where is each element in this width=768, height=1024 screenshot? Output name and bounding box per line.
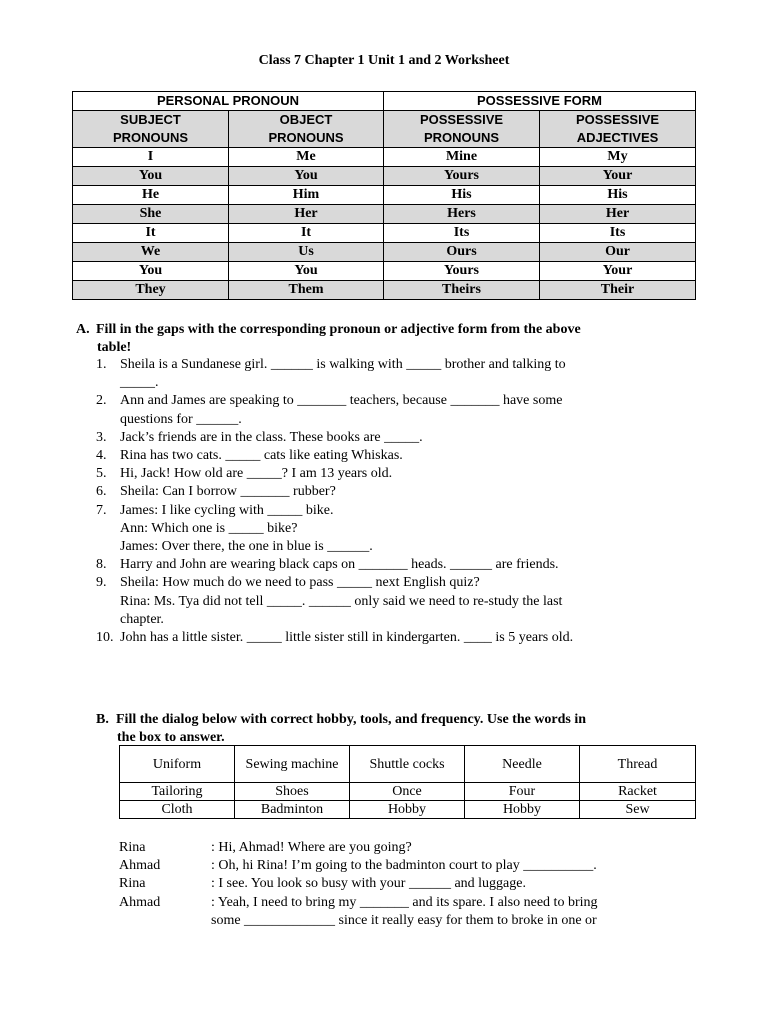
word-box-cell: Racket [580,783,696,801]
question-number: 3. [96,429,107,445]
pronoun-cell: She [73,205,229,224]
dialog-text: : Yeah, I need to bring my _______ and its spare. I also need to bring [211,894,598,910]
section-a-instruction: A. Fill in the gaps with the corresponding pronoun or adjective form from the above table! [76,322,581,355]
question-text: Ann: Which one is _____ bike? [120,520,298,536]
question-number: 5. [96,466,107,482]
word-box-cell: Hobby [465,801,580,819]
dialog-speaker: Rina [119,876,146,892]
dialog-text-block [211,839,699,857]
dialog-text: : Hi, Ahmad! Where are you going? [211,840,412,855]
question-number: 8. [96,557,107,573]
group-header-personal: PERSONAL PRONOUN [73,92,384,111]
question-text: Rina: Ms. Tya did not tell _____. ______ only said we need to re-study the last [120,593,563,609]
word-box-cell: Shuttle cocks [350,746,465,783]
question-item [96,356,696,392]
word-box-row [120,801,696,819]
pronoun-row [73,262,696,281]
question-item [96,465,696,483]
question-text: Ann and James are speaking to _______ teachers, because _______ have some [120,393,563,409]
pronoun-cell: We [73,243,229,262]
word-box-cell: Once [350,783,465,801]
column-header-subject: SUBJECT PRONOUNS [73,111,229,148]
word-box-cell: Four [465,783,580,801]
pronoun-cell: Them [229,281,384,300]
question-text: Hi, Jack! How old are _____? I am 13 years old. [120,466,393,482]
question-number: 7. [96,502,107,518]
pronoun-cell: Their [540,281,696,300]
pronoun-cell: Its [540,224,696,243]
dialog-text: some _____________ since it really easy for them to broke in one or [211,912,597,928]
question-item [96,629,696,647]
dialog-text-block [211,857,699,875]
dialog-line [119,839,699,857]
pronoun-cell: Our [540,243,696,262]
dialog-speaker: Rina [119,840,146,855]
pronoun-cell: Theirs [384,281,540,300]
dialog-text-block [211,894,699,930]
pronoun-cell: Mine [384,148,540,167]
pronoun-row [73,205,696,224]
question-text: _____. [120,375,159,391]
pronoun-row [73,243,696,262]
pronoun-table [72,91,696,300]
pronoun-row [73,186,696,205]
question-text: James: Over there, the one in blue is ______. [120,539,373,555]
pronoun-table-body [73,148,696,300]
pronoun-cell: Yours [384,167,540,186]
pronoun-cell: It [229,224,384,243]
word-box-cell: Tailoring [120,783,235,801]
pronoun-cell: You [229,262,384,281]
pronoun-cell: Yours [384,262,540,281]
word-box-cell: Cloth [120,801,235,819]
column-header-possessive-pronouns: POSSESSIVE PRONOUNS [384,111,540,148]
question-text: Jack’s friends are in the class. These books are _____. [120,429,423,445]
word-box-cell: Hobby [350,801,465,819]
pronoun-cell: I [73,148,229,167]
word-box-body [120,746,696,819]
word-box-cell: Uniform [120,746,235,783]
pronoun-row [73,167,696,186]
question-item [96,447,696,465]
question-text: questions for ______. [120,411,242,427]
question-text: Sheila is a Sundanese girl. ______ is walking with _____ brother and talking to [120,357,566,372]
question-item [96,483,696,501]
pronoun-column-header-row [73,111,696,148]
dialog-line [119,875,699,893]
word-box-table [119,745,696,819]
dialog-speaker: Ahmad [119,894,161,910]
pronoun-cell: He [73,186,229,205]
word-box-cell: Shoes [235,783,350,801]
word-box-cell: Sewing machine [235,746,350,783]
pronoun-cell: Its [384,224,540,243]
question-number: 4. [96,448,107,464]
group-header-possessive: POSSESSIVE FORM [384,92,696,111]
dialog-line [119,857,699,875]
question-text: Rina has two cats. _____ cats like eating Whiskas. [120,448,403,464]
question-item [96,574,696,629]
word-box-cell: Sew [580,801,696,819]
pronoun-cell: They [73,281,229,300]
question-text: John has a little sister. _____ little sister still in kindergarten. ____ is 5 years old. [120,630,574,646]
dialog-line [119,894,699,930]
column-header-possessive-adjectives: POSSESSIVE ADJECTIVES [540,111,696,148]
question-number: 2. [96,393,107,409]
word-box-row [120,783,696,801]
question-text: James: I like cycling with _____ bike. [120,502,334,518]
section-b-instruction: B. Fill the dialog below with correct hobby, tools, and frequency. Use the words in the box to answer. [96,712,587,745]
pronoun-cell: Her [540,205,696,224]
word-box-row [120,746,696,783]
question-number: 1. [96,357,107,372]
question-text: Harry and John are wearing black caps on _______ heads. ______ are friends. [120,557,559,573]
pronoun-row [73,224,696,243]
pronoun-cell: It [73,224,229,243]
word-box-cell: Thread [580,746,696,783]
question-item [96,392,696,428]
pronoun-row [73,148,696,167]
dialog-text: : Oh, hi Rina! I’m going to the badminton court to play __________. [211,858,597,874]
question-text: Sheila: Can I borrow _______ rubber? [120,484,336,500]
pronoun-cell: You [73,262,229,281]
pronoun-cell: Us [229,243,384,262]
question-item [96,556,696,574]
dialog-speaker: Ahmad [119,858,161,874]
question-text: Sheila: How much do we need to pass _____ next English quiz? [120,575,480,591]
pronoun-cell: His [384,186,540,205]
question-number: 10. [96,630,114,646]
word-box-cell: Badminton [235,801,350,819]
pronoun-cell: You [73,167,229,186]
column-header-object: OBJECT PRONOUNS [229,111,384,148]
question-number: 6. [96,484,107,500]
pronoun-row [73,281,696,300]
dialog [119,839,699,930]
pronoun-cell: Me [229,148,384,167]
pronoun-cell: Her [229,205,384,224]
question-text: chapter. [120,611,164,627]
dialog-text: : I see. You look so busy with your ______ and luggage. [211,876,526,892]
pronoun-cell: My [540,148,696,167]
question-item [96,502,696,557]
question-number: 9. [96,575,107,591]
pronoun-cell: Him [229,186,384,205]
pronoun-cell: Hers [384,205,540,224]
pronoun-cell: Ours [384,243,540,262]
dialog-text-block [211,875,699,893]
pronoun-cell: You [229,167,384,186]
pronoun-cell: Your [540,167,696,186]
pronoun-group-header-row [73,92,696,111]
worksheet-title: Class 7 Chapter 1 Unit 1 and 2 Worksheet [258,53,510,68]
pronoun-cell: His [540,186,696,205]
word-box-cell: Needle [465,746,580,783]
pronoun-cell: Your [540,262,696,281]
question-item [96,429,696,447]
section-a-questions [96,356,696,647]
